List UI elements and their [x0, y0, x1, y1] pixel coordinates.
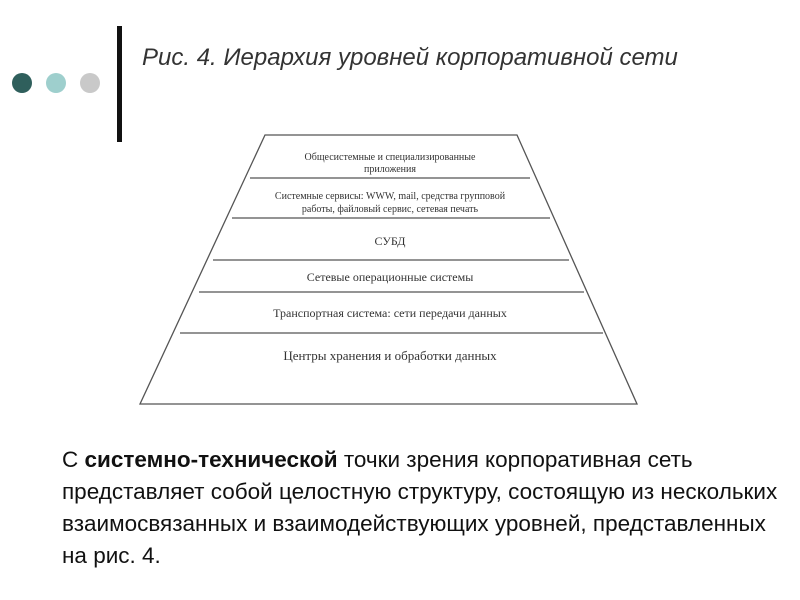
level-4-text: Сетевые операционные системы — [306, 270, 474, 284]
pyramid-level-4 — [307, 270, 474, 284]
level-1-text-line1: Общесистемные и специализированные — [304, 152, 476, 163]
description-prefix: С — [62, 447, 85, 472]
pyramid-level-6 — [283, 348, 497, 363]
slide-title: Рис. 4. Иерархия уровней корпоративной сети — [142, 44, 678, 71]
description-paragraph — [62, 444, 782, 572]
level-5-text: Транспортная система: сети передачи данных — [273, 306, 507, 320]
level-6-text: Центры хранения и обработки данных — [283, 348, 497, 363]
pyramid-level-5 — [273, 306, 507, 320]
pyramid-level-1 — [305, 152, 476, 175]
description-bold-term: системно-технической — [84, 447, 338, 472]
level-1-text-line2: приложения — [364, 164, 416, 175]
level-3-text: СУБД — [374, 234, 406, 248]
pyramid-level-2 — [275, 191, 506, 215]
pyramid-level-3 — [375, 234, 406, 248]
description-rest: точки зрения корпоративная сеть представляет собой целостную структуру, состоящую из нескольких взаимосвязанных и взаимодействующих уровней, представленных на рис. 4. — [62, 447, 778, 568]
level-2-text-line2: работы, файловый сервис, сетевая печать — [301, 204, 479, 215]
level-2-text-line1: Системные сервисы: WWW, mail, средства групповой — [274, 191, 506, 202]
